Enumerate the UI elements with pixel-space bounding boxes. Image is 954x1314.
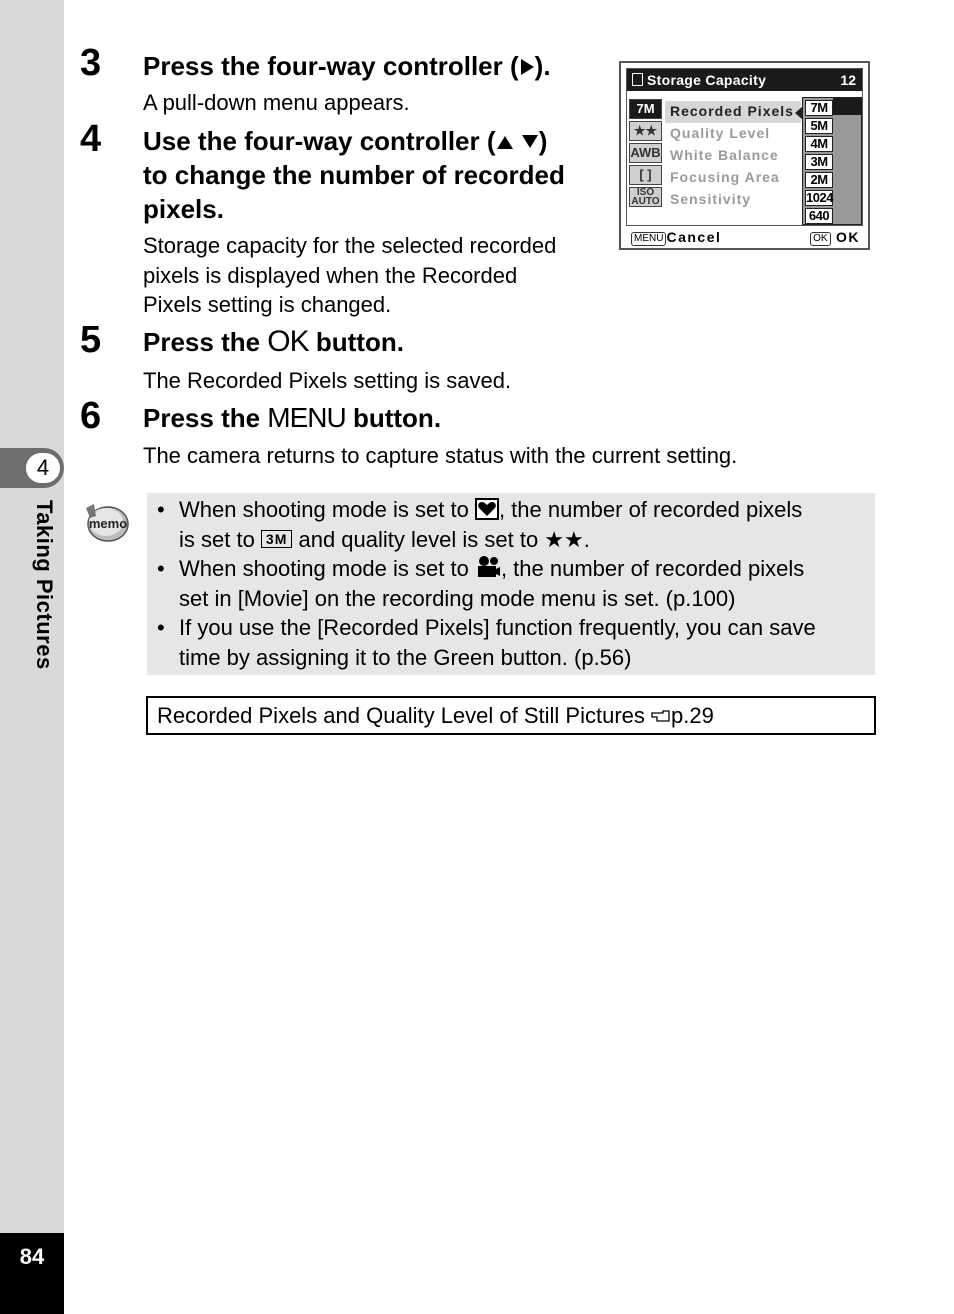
memo-text: . — [583, 526, 590, 552]
resolution-badge: 3M — [261, 530, 292, 548]
memo-text: , the number of recorded pixels — [498, 497, 803, 522]
focus-area-icon: [ ] — [629, 165, 662, 185]
cancel-label: Cancel — [666, 229, 722, 245]
step-body-line: Pixels setting is changed. — [143, 292, 392, 317]
camera-header-count: 12 — [840, 72, 856, 88]
bullet: • — [157, 556, 165, 581]
step-title-text: Use the four-way controller ( — [143, 126, 496, 156]
step-title — [143, 124, 565, 226]
memo-box — [147, 493, 875, 675]
step-title-text: ). — [534, 51, 551, 81]
reference-text: Recorded Pixels and Quality Level of Still Pictures — [157, 703, 652, 728]
camera-screen-panel — [626, 68, 863, 226]
down-arrow-icon — [521, 134, 539, 150]
cross-reference-box — [146, 696, 876, 735]
camera-footer — [621, 227, 868, 247]
ok-button-symbol: OK — [267, 325, 309, 358]
step-title-text: pixels. — [143, 194, 224, 224]
memo-text: is set to — [179, 526, 261, 552]
menu-item-recorded-pixels[interactable]: Recorded Pixels — [670, 103, 794, 119]
step-title-text: Press the — [143, 327, 268, 357]
step-title-text: ) — [538, 126, 548, 156]
right-arrow-icon — [519, 58, 535, 76]
step-body: The camera returns to capture status with the current setting. — [143, 443, 738, 468]
bullet: • — [157, 497, 165, 522]
memo-icon-label: memo — [88, 516, 128, 531]
reference-page-link[interactable]: p.29 — [671, 703, 714, 728]
menu-item-white-balance[interactable]: White Balance — [670, 147, 779, 163]
pointing-hand-icon — [651, 709, 671, 723]
camera-header — [627, 69, 862, 91]
pixel-option[interactable]: 5M — [805, 118, 833, 134]
pixels-dropdown[interactable] — [802, 97, 862, 225]
pixel-option[interactable]: 2M — [805, 172, 833, 188]
camera-screen — [619, 61, 870, 250]
step-body-line: pixels is displayed when the Recorded — [143, 262, 518, 288]
step-body — [143, 231, 556, 320]
chapter-title: Taking Pictures — [32, 500, 57, 670]
pixel-option[interactable]: 3M — [805, 154, 833, 170]
memo-text: When shooting mode is set to — [179, 556, 475, 581]
memo-text: If you use the [Recorded Pixels] function frequently, you can save — [179, 615, 816, 640]
pixel-option[interactable]: 7M — [805, 100, 833, 116]
up-arrow-icon — [496, 134, 514, 150]
menu-key-icon: MENU — [631, 232, 666, 246]
camera-header-title: Storage Capacity — [647, 72, 767, 88]
menu-item-sensitivity[interactable]: Sensitivity — [670, 191, 752, 207]
step-title-text: Press the — [143, 403, 268, 433]
pixel-option[interactable]: 1024 — [806, 190, 833, 205]
iso-auto-icon: ISO AUTO — [629, 187, 662, 207]
memo-text: and quality level is set to — [292, 526, 545, 552]
chapter-number: 4 — [24, 451, 62, 485]
step-body-line: Storage capacity for the selected recorded — [143, 233, 557, 258]
step-number: 6 — [80, 395, 102, 437]
memo-text: set in [Movie] on the recording mode menu is set. (p.100) — [179, 585, 736, 611]
movie-mode-icon — [475, 555, 501, 579]
step-title-text: to change the number of recorded — [143, 160, 565, 190]
step-number: 4 — [80, 118, 102, 160]
step-body: A pull-down menu appears. — [143, 90, 410, 115]
ok-control[interactable] — [810, 229, 860, 246]
step-number: 3 — [80, 42, 102, 84]
memo-item — [157, 554, 869, 613]
pixel-option[interactable]: 640 — [805, 208, 833, 224]
memo-item — [157, 613, 869, 672]
ok-label: OK — [836, 229, 860, 245]
dropdown-highlight — [833, 98, 862, 115]
memo-item — [157, 495, 869, 554]
menu-button-symbol: MENU — [267, 402, 346, 433]
menu-item-focusing-area[interactable]: Focusing Area — [670, 169, 780, 185]
pixel-option[interactable]: 4M — [805, 136, 833, 152]
step-title — [143, 401, 441, 435]
page-number: 84 — [19, 1244, 45, 1269]
memo-text: When shooting mode is set to — [179, 497, 475, 522]
step-title-text: Press the four-way controller ( — [143, 51, 519, 81]
heart-mode-icon — [475, 498, 499, 520]
sd-card-icon — [632, 73, 643, 86]
step-body: The Recorded Pixels setting is saved. — [143, 368, 512, 393]
step-title-text: button. — [308, 327, 404, 357]
star-rating-icon: ★★ — [544, 526, 584, 552]
bullet: • — [157, 615, 165, 640]
white-balance-icon: AWB — [629, 143, 662, 163]
step-title — [143, 325, 404, 359]
ok-key-icon: OK — [810, 232, 830, 246]
memo-text: , the number of recorded pixels — [500, 556, 805, 581]
step-number: 5 — [80, 319, 102, 361]
memo-text: time by assigning it to the Green button. (p.56) — [179, 644, 632, 670]
memo-icon — [80, 500, 130, 544]
recorded-pixels-icon: 7M — [629, 99, 662, 119]
quality-stars-icon: ★★ — [629, 121, 662, 141]
step-title-text: button. — [345, 403, 442, 433]
camera-icon-column — [629, 99, 663, 211]
cancel-control[interactable] — [631, 229, 721, 246]
step-title — [143, 49, 551, 83]
menu-item-quality-level[interactable]: Quality Level — [670, 125, 771, 141]
